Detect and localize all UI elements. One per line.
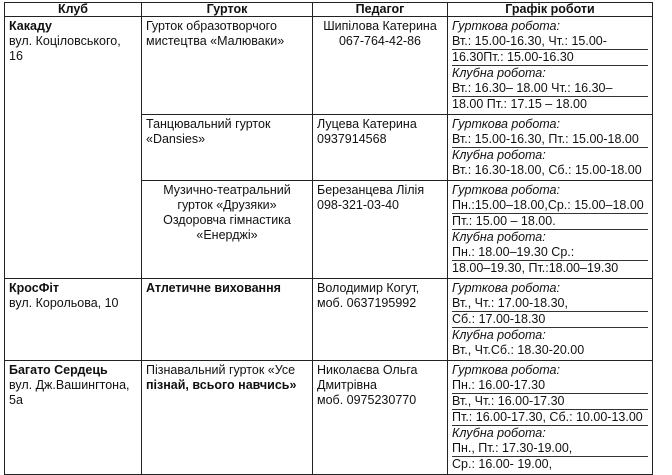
schedule-heading: Клубна робота: <box>452 328 546 342</box>
circle-line: «Dansies» <box>146 132 206 146</box>
schedule-line: Пн., Пт.: 17.30-19.00, <box>452 441 648 457</box>
header-row <box>5 3 653 17</box>
circle-cell <box>142 115 313 181</box>
club-cell <box>5 361 142 475</box>
schedule-line: Вт.: 15.00-16.30, Пт.: 15.00-18.00 <box>452 132 648 148</box>
schedule-cell <box>448 181 653 279</box>
circle-line: Атлетичне виховання <box>146 281 281 295</box>
schedule-line: 18.00–19.30, Пт.:18.00–19.30 <box>452 261 619 275</box>
schedule-line: Пн.: 18.00–19.30 Ср.: <box>452 245 648 261</box>
schedule-heading: Гурткова робота: <box>452 281 560 295</box>
schedule-heading: Гурткова робота: <box>452 183 560 197</box>
teacher-line: Николаєва Ольга <box>317 363 418 377</box>
teacher-line: 0937914568 <box>317 132 387 146</box>
schedule-line: Пн.:15.00–18.00,Ср.: 15.00–18.00 <box>452 198 648 214</box>
circle-line: Музично-театральний <box>163 183 291 197</box>
club-name: Какаду <box>9 19 52 33</box>
club-cell <box>5 17 142 279</box>
club-address: вул. Дж.Вашингтона, <box>9 378 130 392</box>
schedule-cell <box>448 115 653 181</box>
schedule-line: Вт.: 16.30– 18.00 Чт.: 16.30– <box>452 81 648 97</box>
schedule-cell <box>448 361 653 475</box>
teacher-cell <box>313 17 448 115</box>
table-row <box>5 279 653 361</box>
schedule-heading: Клубна робота: <box>452 148 546 162</box>
club-address: 5а <box>9 393 23 407</box>
teacher-line: Шипілова Катерина <box>323 19 437 33</box>
schedule-line: Вт., Чт.: 17.00-18.30, <box>452 296 648 312</box>
circle-line: пізнай, всього навчись» <box>146 378 297 392</box>
circle-line: Пізнавальний гурток «Усе <box>146 363 296 377</box>
teacher-line: Луцева Катерина <box>317 117 417 131</box>
teacher-cell <box>313 279 448 361</box>
club-address: 16 <box>9 49 23 63</box>
schedule-heading: Гурткова робота: <box>452 363 560 377</box>
header-schedule: Графік роботи <box>448 3 653 17</box>
schedule-line: Вт.: 15.00-16.30, Чт.: 15.00- <box>452 34 648 50</box>
schedule-cell <box>448 279 653 361</box>
schedule-cell <box>448 17 653 115</box>
schedule-line: Пт.: 15.00 – 18.00. <box>452 214 648 230</box>
schedule-line: Вт., Чт.: 16.00-17.30 <box>452 394 648 410</box>
club-name: Багато Сердець <box>9 363 108 377</box>
schedule-table <box>4 2 653 475</box>
circle-line: Оздоровча гімнастика <box>163 213 291 227</box>
circle-cell <box>142 181 313 279</box>
club-address: вул. Корольова, 10 <box>9 296 119 310</box>
schedule-heading: Клубна робота: <box>452 66 546 80</box>
teacher-cell <box>313 115 448 181</box>
teacher-line: моб. 0637195992 <box>317 296 417 310</box>
teacher-line: Володимир Когут, <box>317 281 420 295</box>
header-teacher: Педагог <box>313 3 448 17</box>
teacher-cell <box>313 181 448 279</box>
schedule-heading: Клубна робота: <box>452 230 546 244</box>
circle-cell <box>142 17 313 115</box>
schedule-line: Вт.: 16.30-18.00, Сб.: 15.00-18.00 <box>452 163 642 177</box>
schedule-line: Пт.: 16.00-17.30, Сб.: 10.00-13.00 <box>452 410 648 426</box>
teacher-line: Дмитрівна <box>317 378 377 392</box>
schedule-line: Сб.: 17.00-18.30 <box>452 312 648 328</box>
teacher-cell <box>313 361 448 475</box>
teacher-line: моб. 0975230770 <box>317 393 417 407</box>
club-cell <box>5 279 142 361</box>
circle-line: Танцювальний гурток <box>146 117 271 131</box>
circle-line: «Енерджі» <box>196 228 258 242</box>
teacher-line: 098-321-03-40 <box>317 198 400 212</box>
schedule-line: 18.00 Пт.: 17.15 – 18.00 <box>452 97 587 111</box>
schedule-heading: Гурткова робота: <box>452 117 560 131</box>
schedule-line: 16.30Пт.: 15.00-16.30 <box>452 50 648 66</box>
header-circle: Гурток <box>142 3 313 17</box>
circle-cell <box>142 279 313 361</box>
circle-cell <box>142 361 313 475</box>
teacher-line: 067-764-42-86 <box>338 34 421 48</box>
schedule-line: Ср.: 16.00- 19.00, <box>452 457 553 471</box>
circle-line: мистецтва «Малюваки» <box>146 34 285 48</box>
header-club: Клуб <box>5 3 142 17</box>
club-name: КросФіт <box>9 281 59 295</box>
schedule-line: Вт., Чт.Сб.: 18.30-20.00 <box>452 343 585 357</box>
schedule-heading: Гурткова робота: <box>452 19 560 33</box>
table-row <box>5 361 653 475</box>
schedule-line: Пн.: 16.00-17.30 <box>452 378 648 394</box>
table-row <box>5 17 653 115</box>
club-address: вул. Коціловського, <box>9 34 121 48</box>
teacher-line: Березанцева Лілія <box>317 183 425 197</box>
circle-line: Гурток образотворчого <box>146 19 277 33</box>
circle-line: гурток «Друзяки» <box>177 198 277 212</box>
schedule-heading: Клубна робота: <box>452 426 546 440</box>
